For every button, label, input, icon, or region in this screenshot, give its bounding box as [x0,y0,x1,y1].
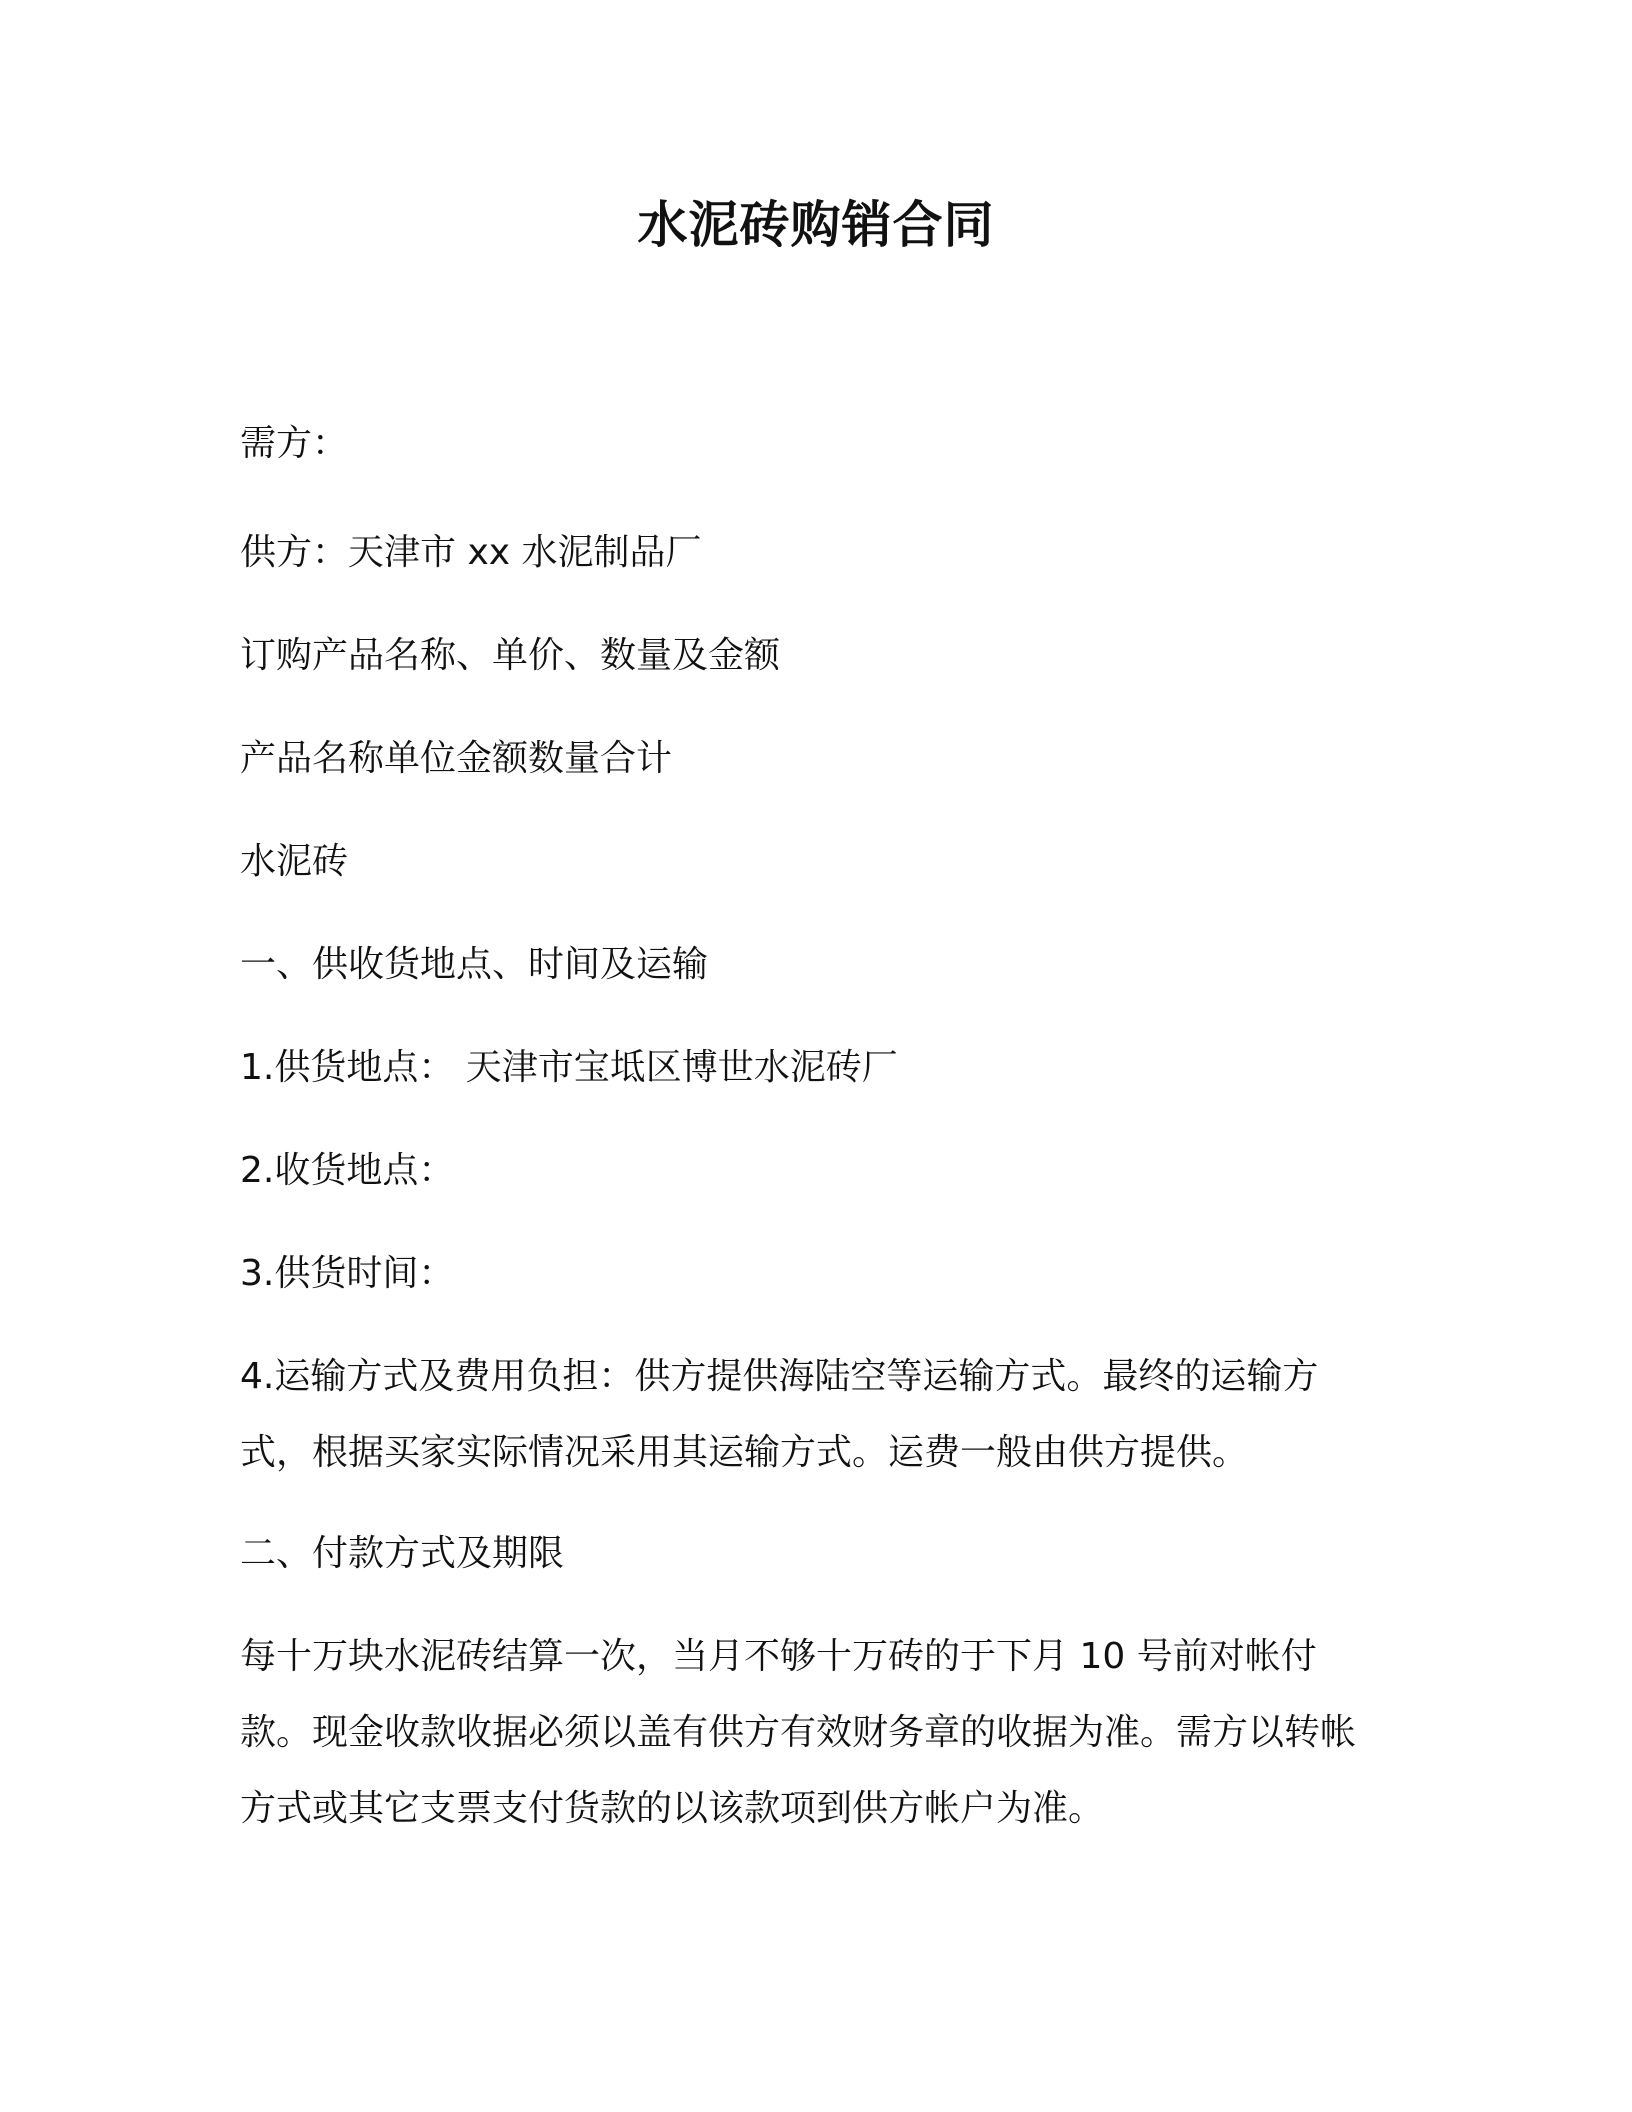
paragraph-product: 水泥砖 [240,841,349,882]
paragraph-transport: 4.运输方式及费用负担：供方提供海陆空等运输方式。最终的运输方式，根据买家实际情况采用其运输方式。运费一般由供方提供。 [240,1356,1319,1473]
paragraph-supply-location: 1.供货地点： 天津市宝坻区博世水泥砖厂 [240,1047,898,1088]
document-title: 水泥砖购销合同 [637,196,995,254]
paragraph-order-heading: 订购产品名称、单价、数量及金额 [240,635,781,676]
paragraph-supplier: 供方：天津市 xx 水泥制品厂 [240,532,702,573]
paragraph-buyer: 需方： [240,423,349,464]
paragraph-receiving-location: 2.收货地点： [240,1150,455,1191]
paragraph-supply-time: 3.供货时间： [240,1253,455,1294]
document-body [240,418,1370,1847]
section-heading-payment: 二、付款方式及期限 [240,1533,565,1574]
section-heading-delivery: 一、供收货地点、时间及运输 [240,944,709,985]
paragraph-table-header: 产品名称单位金额数量合计 [240,738,673,779]
paragraph-payment-terms: 每十万块水泥砖结算一次，当月不够十万砖的于下月 10 号前对帐付款。现金收款收据必须以盖有供方有效财务章的收据为准。需方以转帐方式或其它支票支付货款的以该款项到供方帐户为准。 [240,1636,1357,1829]
